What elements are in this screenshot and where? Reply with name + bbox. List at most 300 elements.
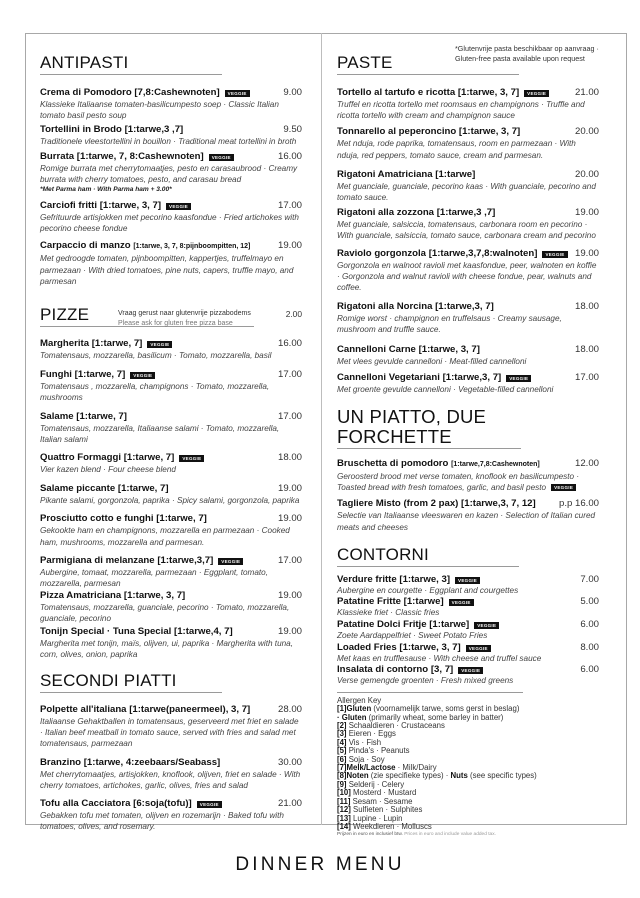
allergen-codes: [1:tarwe,3 ,7] (124, 124, 184, 136)
allergen-text: Pinda's · Peanuts (346, 746, 410, 756)
menu-item-name (40, 590, 185, 602)
veggie-badge: VEGGIE (551, 484, 576, 491)
description-text: Met nduja, rode paprika, tomatensaus, room en parmezaan · With nduja, red peppers, tomato sauce, cream and parmesan. (337, 139, 576, 160)
menu-item-row (40, 757, 302, 769)
menu-item-description (40, 99, 302, 121)
allergen-text: Sulfieten · Sulphites (350, 805, 423, 815)
allergen-text: (primarily wheat, some barley in batter) (366, 712, 504, 722)
allergen-number: [6] (337, 754, 347, 764)
menu-item (40, 452, 302, 475)
dish-name: Parmigiana di melanzane (40, 554, 155, 566)
allergen-number: [7] (337, 763, 347, 773)
allergen-number: [14] (337, 821, 351, 831)
gluten-free-pasta-note (455, 44, 615, 64)
menu-item-row (337, 248, 599, 260)
menu-item-name (337, 372, 501, 384)
menu-item-description (40, 638, 302, 660)
price: 20.00 (574, 126, 599, 138)
menu-item-description (337, 631, 599, 642)
menu-item (337, 87, 599, 121)
right-column (337, 33, 599, 839)
allergen-number: [3] (337, 729, 347, 739)
description-text: Zoete Aardappelfriet · Sweet Potato Fries (337, 631, 488, 641)
menu-item-description (40, 602, 302, 624)
allergen-codes: [1:tarwe,3, 7, 12] (461, 498, 536, 510)
allergen-number: [1] (337, 704, 347, 714)
allergen-codes: [1:tarwe, 3] (399, 573, 451, 585)
menu-item-name (40, 555, 213, 567)
menu-item (40, 555, 302, 589)
menu-item-row (40, 411, 302, 423)
description-text: Klassieke friet · Classic fries (337, 608, 440, 618)
price: 19.00 (277, 513, 302, 525)
description-text: Met gedroogde tomaten, pijnboompitten, kappertjes, truffelmayo en parmezaan · With dried tomatoes, pine nuts, capers, truffle mayo, and parmesan (40, 254, 294, 286)
menu-item-description (337, 608, 599, 619)
dish-name: Carpaccio di manzo (40, 240, 131, 252)
veggie-badge: VEGGIE (524, 90, 549, 97)
menu-item-name (337, 344, 480, 356)
menu-item-description (337, 676, 599, 687)
allergen-codes: [1:tarwe, 7] (156, 513, 207, 525)
dish-name: Funghi (40, 369, 72, 381)
menu-item-description (337, 471, 599, 493)
dish-name: Insalata di contorno (337, 664, 429, 676)
menu-item-row (337, 344, 599, 356)
price: 12.00 (574, 458, 599, 470)
allergen-key (337, 697, 599, 840)
menu-item-row (337, 574, 599, 586)
menu-item (40, 757, 302, 791)
paste-list (337, 87, 599, 395)
menu-item (40, 483, 302, 506)
allergen-codes: [1:tarwe(paneermeel), 3, 7] (129, 704, 251, 716)
dish-name: Margherita (40, 338, 90, 350)
allergen-codes: [1:tarwe, 7] (76, 410, 127, 422)
price: 17.00 (277, 369, 302, 381)
description-text: Klassieke Italiaanse tomaten-basilicumpesto soep · Classic Italian tomato basil pesto soup (40, 100, 279, 121)
menu-item (337, 596, 599, 619)
menu-item-name (40, 757, 220, 769)
description-text: Italiaanse Gehaktballen in tomatensaus, geserveerd met friet en salade · Italian beef meatball in tomato sauce, served with fries and salad met tomatensaus, parmezaan (40, 717, 299, 749)
veggie-badge: VEGGIE (449, 599, 474, 606)
dish-name: Tonnarello al peperoncino (337, 126, 457, 138)
paste-header (337, 44, 599, 75)
description-text: Pikante salami, gorgonzola, paprika · Spicy salami, gorgonzola, paprika (40, 496, 300, 506)
menu-item-row (337, 301, 599, 313)
menu-item-row (40, 452, 302, 464)
price: 6.00 (580, 619, 599, 631)
dish-name: Patatine Fritte (337, 596, 401, 608)
menu-item-name (40, 87, 220, 99)
description-text: Tomatensaus , mozzarella, champignons · Tomato, mozzarella, mushrooms (40, 382, 270, 403)
allergen-number: [12] (337, 805, 351, 815)
menu-item-row (337, 169, 599, 181)
column-divider (321, 33, 322, 825)
dish-name: Tagliere Misto (from 2 pax) (337, 498, 459, 510)
menu-item-name (337, 664, 453, 676)
contorni-list (337, 574, 599, 687)
dish-name: Carciofi fritti (40, 200, 98, 212)
menu-item-description (40, 567, 302, 589)
allergen-codes: [1:tarwe,3,7] (157, 554, 214, 566)
tax-note (337, 831, 599, 839)
dish-name: Tonijn Special · Tuna Special (40, 625, 172, 637)
menu-item-name (40, 240, 250, 253)
allergen-label: · Gluten (337, 712, 367, 722)
menu-item-name (337, 248, 537, 260)
menu-item-name (337, 619, 469, 631)
menu-item-name (337, 596, 444, 608)
allergen-codes: [1:tarwe,3, 7] (435, 301, 494, 313)
menu-item-name (337, 301, 494, 313)
menu-item (337, 344, 599, 367)
veggie-badge: VEGGIE (209, 154, 234, 161)
section-title-paste: PASTE (337, 53, 519, 75)
menu-item (337, 372, 599, 395)
dish-name: Loaded Fries (337, 641, 397, 653)
menu-item-row (337, 596, 599, 608)
price: 16.00 (277, 338, 302, 350)
allergen-number: [8] (337, 771, 347, 781)
menu-item-row (337, 664, 599, 676)
price: 18.00 (574, 343, 599, 355)
allergen-codes: [1:tarwe, 7] (91, 338, 143, 350)
menu-item (337, 619, 599, 642)
menu-item (40, 626, 302, 660)
menu-item (337, 458, 599, 493)
allergen-codes: [1:tarwe, 3, 7] (457, 87, 520, 98)
dish-name: Crema di Pomodoro (40, 87, 132, 98)
menu-item-description (40, 769, 302, 791)
dish-name: Tortellini in Brodo (40, 124, 122, 136)
price: 19.00 (277, 483, 302, 495)
menu-item-name (337, 642, 461, 654)
menu-item-name (40, 452, 174, 464)
veggie-badge: VEGGIE (218, 558, 243, 565)
dish-name: Salame piccante (40, 483, 116, 495)
veggie-badge: VEGGIE (147, 341, 172, 348)
menu-item-row (40, 590, 302, 602)
dish-name: Cannelloni Vegetariani (337, 371, 440, 383)
price: 9.50 (283, 124, 302, 136)
menu-item-description (40, 212, 302, 234)
menu-item-description (337, 313, 599, 335)
menu-item-name (40, 704, 250, 716)
price: 19.00 (277, 240, 302, 252)
description-text: Met groente gevulde cannelloni · Vegetable-filled cannelloni (337, 384, 554, 394)
price: 18.00 (574, 301, 599, 313)
allergen-codes: [6:soja(tofu)] (133, 798, 192, 810)
menu-item-description (337, 384, 599, 395)
dish-name: Rigatoni alla zozzona (337, 207, 435, 219)
allergen-entry (337, 823, 599, 831)
allergen-label: Noten (346, 771, 369, 781)
menu-item-description (40, 810, 302, 832)
veggie-badge: VEGGIE (225, 90, 250, 97)
description-text: Met guanciale, guanciale, pecorino kaas · With guanciale, pecorino and tomato sauce. (337, 181, 596, 203)
allergen-number: [2] (337, 721, 347, 731)
description-text: Met guanciale, salsiccia, tomatensaus, carbonara room en pecorino · With guanciale, salsiccia, tomato sauce, carbonara cream and pecorino (337, 220, 596, 241)
allergen-text: Schaaldieren · Crustaceans (346, 721, 445, 731)
allergen-codes: [1:tarwe,3 ,7] (436, 207, 496, 219)
allergen-label: Melk/Lactose (346, 763, 396, 773)
allergen-codes: [1:tarwe,7,8:Cashewnoten] (451, 461, 540, 469)
price: 17.00 (574, 371, 599, 383)
pizza-note-nl: Vraag gerust naar glutenvrije pizzabodems (118, 310, 251, 318)
menu-item-name (337, 574, 450, 586)
veggie-badge: VEGGIE (474, 622, 499, 629)
menu-item-name (337, 458, 540, 471)
menu-item (337, 574, 599, 597)
section-title-antipasti: ANTIPASTI (40, 53, 222, 75)
description-text: Tomatensaus, mozzarella, guanciale, pecorino · Tomato, mozzarella, guanciale, pecorino (40, 603, 290, 624)
allergen-codes: [1:tarwe, 3, 7] (418, 343, 480, 355)
menu-item-description (40, 716, 302, 750)
veggie-badge: VEGGIE (542, 251, 567, 258)
menu-item (337, 642, 599, 665)
menu-item (40, 124, 302, 147)
menu-item-description (40, 350, 302, 361)
dish-name: Polpette all'italiana (40, 704, 127, 716)
menu-item (337, 207, 599, 241)
menu-item-description (40, 253, 302, 287)
description-text: Met kaas en trufflesause · With cheese and truffel sauce (337, 653, 542, 663)
allergen-text: Soja · Soy (346, 754, 385, 764)
price: p.p 16.00 (558, 498, 599, 510)
price: 18.00 (277, 452, 302, 464)
menu-item-row (337, 458, 599, 471)
menu-item-name (40, 369, 125, 381)
menu-item (337, 126, 599, 160)
un-piatto-list (337, 458, 599, 533)
dish-name: Pizza Amatriciana (40, 590, 122, 602)
menu-item-description (337, 99, 599, 121)
pizza-note-price: 2.00 (285, 309, 302, 320)
section-title-secondi: SECONDI PIATTI (40, 671, 222, 693)
allergen-codes: [1:tarwe, 3, 7] (458, 126, 521, 138)
price: 21.00 (277, 798, 302, 810)
pasta-note-en: Gluten-free pasta available upon request (455, 54, 585, 63)
menu-item-description (337, 138, 599, 160)
allergen-number: [11] (337, 796, 351, 806)
menu-item-row (40, 338, 302, 350)
pasta-note-nl: *Glutenvrije pasta beschikbaar op aanvraag · (455, 44, 599, 53)
menu-item-row (337, 642, 599, 654)
allergen-text: Lupine · Lupin (350, 813, 403, 823)
menu-item-extra: *Met Parma ham · With Parma ham + 3.00* (40, 186, 172, 194)
veggie-badge: VEGGIE (458, 667, 483, 674)
description-text: Verse gemengde groenten · Fresh mixed greens (337, 676, 514, 686)
allergen-text: Selderij · Celery (346, 779, 405, 789)
description-text: Selectie van Italiaanse vleeswaren en kazen · Selection of Italian cured meats and cheeses (337, 511, 596, 532)
menu-item-name (40, 798, 192, 810)
description-text: Aubergine, tomaat, mozzarella, parmezaan · Eggplant, tomato, mozzarella, parmesan (40, 567, 269, 589)
menu-item (40, 704, 302, 750)
price: 30.00 (277, 756, 302, 768)
menu-item (337, 248, 599, 294)
menu-item-name (337, 207, 495, 219)
menu-item-description (337, 260, 599, 294)
allergen-codes: [1:tarwe,4, 7] (174, 625, 233, 637)
price: 19.00 (574, 247, 599, 259)
dish-name: Prosciutto cotto e funghi (40, 513, 154, 525)
menu-item-name (40, 483, 169, 495)
allergen-text: · Milk/Dairy (395, 763, 437, 773)
menu-item-name (40, 124, 183, 136)
menu-item (40, 200, 302, 234)
dish-name: Tofu alla Cacciatora (40, 798, 131, 810)
menu-item-description (40, 381, 302, 403)
allergen-codes: [1:tarwe,3, 7] (442, 371, 502, 383)
dish-name: Salame (40, 410, 74, 422)
menu-item-name (40, 200, 161, 212)
allergen-codes: [1:tarwe, 7, 8:Cashewnoten] (76, 150, 204, 162)
price: 6.00 (580, 664, 599, 676)
menu-item-row (40, 87, 302, 99)
allergen-codes: [1:tarwe, 4:zeebaars/Seabass] (83, 756, 221, 768)
allergen-codes: [1:tarwe, 3, 7] (123, 590, 186, 602)
allergen-text: (see specific types) (467, 771, 537, 781)
menu-item (40, 513, 302, 547)
menu-item-row (40, 369, 302, 381)
description-text: Traditionele vleestortellini in bouillon · Traditional meat tortellini in broth (40, 137, 297, 147)
price: 20.00 (574, 168, 599, 180)
description-text: Geroosterd brood met verse tomaten, knoflook en basilicumpesto · Toasted bread with fresh tomatoes, garlic, and basil pesto (337, 472, 580, 493)
allergen-number: [9] (337, 779, 347, 789)
allergen-number: [10] (337, 788, 351, 798)
section-title-contorni: CONTORNI (337, 545, 519, 567)
allergen-codes: [1:tarwe, 7] (123, 452, 175, 464)
description-text: Gekookte ham en champignons, mozzarella en parmezaan · Cooked ham, mushrooms, mozzarella and parmesan. (40, 526, 290, 547)
menu-item (40, 87, 302, 121)
menu-item-name (337, 87, 519, 99)
menu-item (337, 301, 599, 335)
allergen-codes: [1:tarwe, 7] (117, 483, 169, 495)
menu-item (337, 664, 599, 687)
price: 17.00 (277, 554, 302, 566)
veggie-badge: VEGGIE (130, 372, 155, 379)
description-text: Met cherrytomaatjes, artisjokken, knoflook, olijven, friet en salade · With cherry tomatoes, artichokes, garlic, olives, fries and salad (40, 769, 301, 790)
description-text: Aubergine en courgette · Eggplant and courgettes (337, 585, 519, 595)
pizze-header (40, 305, 302, 327)
allergen-text: Sesam · Sesame (350, 796, 413, 806)
menu-item-description (337, 510, 599, 532)
menu-title: DINNER MENU (235, 854, 405, 875)
description-text: Vier kazen blend · Four cheese blend (40, 465, 176, 475)
allergen-text: Weekdieren · Molluscs (350, 821, 432, 831)
allergen-label: Nuts (450, 771, 468, 781)
menu-item-name (337, 498, 536, 510)
menu-item-description (40, 464, 302, 475)
dish-name: Burrata (40, 150, 75, 162)
menu-item-name (337, 126, 520, 138)
description-text: Tomatensaus, mozzarella, basilicum · Tomato, mozzarella, basil (40, 351, 272, 361)
menu-item (337, 169, 599, 203)
pizza-note-en: Please ask for gluten free pizza base (118, 320, 233, 328)
menu-item-description (40, 423, 302, 445)
veggie-badge: VEGGIE (179, 455, 204, 462)
allergen-codes: [1:tarwe, 3, 7] (399, 641, 461, 653)
veggie-badge: VEGGIE (506, 375, 531, 382)
allergen-number: [13] (337, 813, 351, 823)
secondi-list (40, 704, 302, 832)
menu-item-row (40, 555, 302, 567)
description-text: Gorgonzola en walnoot ravioli met kaasfondue, peer, walnoten en koffie · Gorgonzola and walnut ravioli with cheese fondue, pear, walnuts and coffee. (337, 260, 597, 293)
menu-item-row (337, 619, 599, 631)
allergen-text: (voornamelijk tarwe, soms gerst in beslag) (371, 704, 520, 714)
price: 21.00 (574, 87, 599, 98)
price: 19.00 (277, 625, 302, 637)
menu-item (40, 590, 302, 624)
allergen-codes: [1:tarwe, 3, 7, 8:pijnboompitten, 12] (133, 243, 251, 251)
menu-item-name (40, 626, 233, 638)
menu-item-name (40, 151, 204, 163)
menu-item-row (40, 704, 302, 716)
menu-item-description (40, 495, 302, 506)
dish-name: Tortello al tartufo e ricotta (337, 87, 456, 98)
menu-item-row (337, 207, 599, 219)
price: 28.00 (277, 704, 302, 716)
allergen-text: Eieren · Eggs (346, 729, 396, 739)
menu-item (40, 411, 302, 445)
menu-item-description (337, 219, 599, 241)
veggie-badge: VEGGIE (455, 577, 480, 584)
menu-item-row (40, 483, 302, 495)
menu-item-row (337, 126, 599, 138)
menu-item-name (40, 338, 142, 350)
allergen-codes: [7,8:Cashewnoten] (134, 87, 220, 98)
description-text: Gebakken tofu met tomaten, olijven en rozemarijn · Baked tofu with tomatoes, olives, and rosemary. (40, 811, 284, 832)
menu-item-description (337, 181, 599, 203)
menu-item-row (40, 798, 302, 810)
description-text: Romige burrata met cherrytomaatjes, pesto en carasaubrood · Creamy burrata with cherry tomatoes, pesto, and carasau bread (40, 163, 298, 184)
menu-item-row (40, 124, 302, 136)
tax-note-nl: Prijzen in euro en inclusief btw. (337, 832, 403, 838)
menu-item (337, 498, 599, 532)
menu-item-name (40, 411, 127, 423)
menu-item (40, 798, 302, 832)
veggie-badge: VEGGIE (166, 203, 191, 210)
allergen-number: [4] (337, 737, 347, 747)
price: 17.00 (277, 200, 302, 212)
left-column (40, 33, 302, 833)
price: 19.00 (277, 590, 302, 602)
allergen-codes: [1:tarwe,3,7,8:walnoten] (428, 247, 538, 259)
price: 16.00 (277, 150, 302, 162)
allergen-label: Gluten (346, 704, 372, 714)
tax-note-en: Prices in euro and include value added tax. (402, 832, 496, 838)
menu-item-row (337, 372, 599, 384)
dish-name: Quattro Formaggi (40, 452, 122, 464)
menu-item (40, 369, 302, 403)
description-text: Romige worst · champignon en truffelsaus · Creamy sausage, mushroom and truffle sauce. (337, 314, 562, 335)
allergen-codes: [1:tarwe] (403, 596, 444, 608)
menu-item-description (337, 586, 599, 597)
dish-name: Cannelloni Carne (337, 343, 416, 355)
menu-item-description (337, 654, 599, 665)
price: 17.00 (277, 410, 302, 422)
menu-item-description (337, 356, 599, 367)
menu-item-row (40, 200, 302, 212)
allergen-codes: [1:tarwe] (429, 619, 470, 631)
menu-item-row (40, 151, 302, 163)
allergen-number: [5] (337, 746, 347, 756)
veggie-badge: VEGGIE (197, 801, 222, 808)
veggie-badge: VEGGIE (466, 645, 491, 652)
antipasti-list (40, 87, 302, 287)
pizze-title: PIZZE (40, 305, 90, 325)
gluten-free-pizza-note (118, 309, 302, 329)
